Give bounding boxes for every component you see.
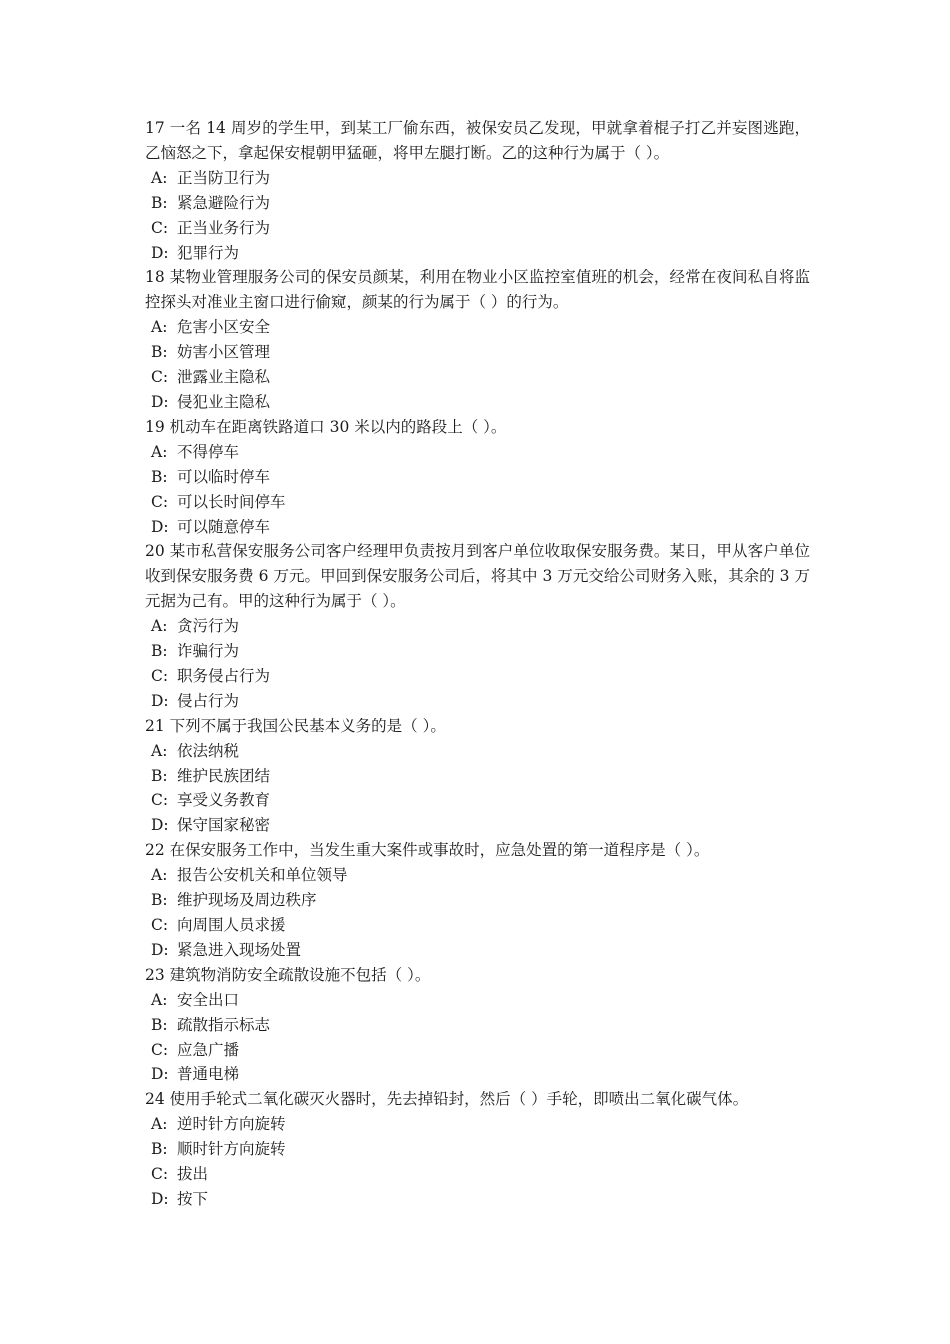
option-letter: D: — [151, 517, 169, 536]
question-22 — [145, 838, 810, 963]
option-letter: C: — [151, 218, 169, 237]
question-18 — [145, 265, 810, 414]
option-letter: D: — [151, 1189, 169, 1208]
option-text: 妨害小区管理 — [177, 343, 271, 362]
option-a — [145, 614, 810, 639]
option-letter: B: — [151, 891, 168, 910]
option-c — [145, 365, 810, 390]
option-letter: C: — [151, 1165, 169, 1184]
option-letter: D: — [151, 816, 169, 835]
option-letter: C: — [151, 368, 169, 387]
option-text: 职务侵占行为 — [177, 666, 271, 685]
option-d — [145, 515, 810, 540]
option-letter: B: — [151, 1140, 168, 1159]
question-21 — [145, 714, 810, 839]
option-letter: A: — [151, 1115, 168, 1134]
option-a — [145, 166, 810, 191]
option-b — [145, 764, 810, 789]
question-stem: 24 使用手轮式二氧化碳灭火器时，先去掉铅封，然后（ ）手轮，即喷出二氧化碳气体。 — [145, 1090, 749, 1109]
option-d — [145, 938, 810, 963]
option-letter: C: — [151, 791, 169, 810]
option-b — [145, 191, 810, 216]
option-text: 正当防卫行为 — [177, 168, 271, 187]
option-letter: B: — [151, 1015, 168, 1034]
option-c — [145, 788, 810, 813]
option-text: 顺时针方向旋转 — [177, 1140, 286, 1159]
option-text: 保守国家秘密 — [177, 816, 271, 835]
option-text: 泄露业主隐私 — [177, 368, 271, 387]
option-d — [145, 1062, 810, 1087]
option-text: 安全出口 — [177, 990, 240, 1009]
option-text: 享受义务教育 — [177, 791, 271, 810]
option-b — [145, 340, 810, 365]
question-stem: 21 下列不属于我国公民基本义务的是（ ）。 — [145, 716, 446, 735]
option-c — [145, 1038, 810, 1063]
option-b — [145, 1137, 810, 1162]
option-c — [145, 913, 810, 938]
option-letter: D: — [151, 691, 169, 710]
option-letter: A: — [151, 741, 168, 760]
option-d — [145, 1187, 810, 1212]
option-letter: A: — [151, 318, 168, 337]
question-stem: 19 机动车在距离铁路道口 30 米以内的路段上（ ）。 — [145, 417, 507, 436]
option-letter: C: — [151, 916, 169, 934]
option-text: 侵占行为 — [177, 691, 240, 710]
option-text: 逆时针方向旋转 — [177, 1115, 286, 1134]
option-letter: B: — [151, 343, 168, 362]
option-text: 犯罪行为 — [177, 243, 240, 262]
option-b — [145, 1013, 810, 1038]
option-text: 可以临时停车 — [177, 467, 271, 486]
option-letter: D: — [151, 940, 169, 959]
question-stem: 18 某物业管理服务公司的保安员颜某，利用在物业小区监控室值班的机会，经常在夜间私自将监控探头对准业主窗口进行偷窥，颜某的行为属于（ ）的行为。 — [145, 268, 810, 312]
option-text: 诈骗行为 — [177, 642, 240, 661]
option-b — [145, 888, 810, 913]
option-a — [145, 863, 810, 888]
option-d — [145, 241, 810, 266]
option-letter: D: — [151, 392, 169, 411]
option-letter: C: — [151, 666, 169, 685]
option-text: 向周围人员求援 — [177, 916, 286, 934]
question-list — [145, 116, 810, 1212]
option-text: 紧急进入现场处置 — [177, 940, 302, 959]
option-letter: A: — [151, 442, 168, 461]
option-text: 正当业务行为 — [177, 218, 271, 237]
option-letter: D: — [151, 243, 169, 262]
question-20 — [145, 539, 810, 713]
option-text: 按下 — [177, 1189, 209, 1208]
option-letter: C: — [151, 1040, 169, 1059]
question-19 — [145, 415, 810, 540]
option-letter: B: — [151, 467, 168, 486]
option-text: 依法纳税 — [177, 741, 240, 760]
option-text: 侵犯业主隐私 — [177, 392, 271, 411]
option-b — [145, 639, 810, 664]
option-d — [145, 813, 810, 838]
option-c — [145, 490, 810, 515]
question-24 — [145, 1087, 810, 1212]
option-text: 贪污行为 — [177, 617, 240, 636]
option-letter: A: — [151, 168, 168, 187]
option-text: 报告公安机关和单位领导 — [177, 866, 348, 885]
option-a — [145, 988, 810, 1013]
option-a — [145, 440, 810, 465]
option-text: 不得停车 — [177, 442, 240, 461]
option-text: 普通电梯 — [177, 1065, 240, 1084]
option-a — [145, 315, 810, 340]
option-c — [145, 216, 810, 241]
option-letter: B: — [151, 766, 168, 785]
option-text: 维护民族团结 — [177, 766, 271, 785]
option-text: 维护现场及周边秩序 — [177, 891, 317, 910]
option-letter: A: — [151, 990, 168, 1009]
question-17 — [145, 116, 810, 265]
option-a — [145, 739, 810, 764]
option-letter: D: — [151, 1065, 169, 1084]
option-text: 紧急避险行为 — [177, 193, 271, 212]
option-text: 危害小区安全 — [177, 318, 271, 337]
option-letter: A: — [151, 866, 168, 885]
option-letter: B: — [151, 642, 168, 661]
option-d — [145, 689, 810, 714]
option-c — [145, 1162, 810, 1187]
question-23 — [145, 963, 810, 1088]
option-letter: B: — [151, 193, 168, 212]
option-text: 可以随意停车 — [177, 517, 271, 536]
option-text: 疏散指示标志 — [177, 1015, 271, 1034]
question-stem: 17 一名 14 周岁的学生甲，到某工厂偷东西，被保安员乙发现，甲就拿着棍子打乙并妄图逃跑，乙恼怒之下，拿起保安棍朝甲猛砸，将甲左腿打断。乙的这种行为属于（ ）。 — [145, 119, 810, 162]
option-text: 应急广播 — [177, 1040, 240, 1059]
option-letter: C: — [151, 492, 169, 511]
option-letter: A: — [151, 617, 168, 636]
question-stem: 20 某市私营保安服务公司客户经理甲负责按月到客户单位收取保安服务费。某日，甲从客户单位收到保安服务费 6 万元。甲回到保安服务公司后，将其中 3 万元交给公司财务入账，其余的 3 万元据为己有。甲的这种行为属于（ ）。 — [145, 542, 810, 611]
option-d — [145, 390, 810, 415]
option-c — [145, 664, 810, 689]
option-text: 拔出 — [177, 1165, 209, 1184]
option-text: 可以长时间停车 — [177, 492, 286, 511]
question-stem: 23 建筑物消防安全疏散设施不包括（ ）。 — [145, 965, 431, 984]
question-stem: 22 在保安服务工作中，当发生重大案件或事故时，应急处置的第一道程序是（ ）。 — [145, 841, 710, 860]
option-b — [145, 465, 810, 490]
option-a — [145, 1112, 810, 1137]
